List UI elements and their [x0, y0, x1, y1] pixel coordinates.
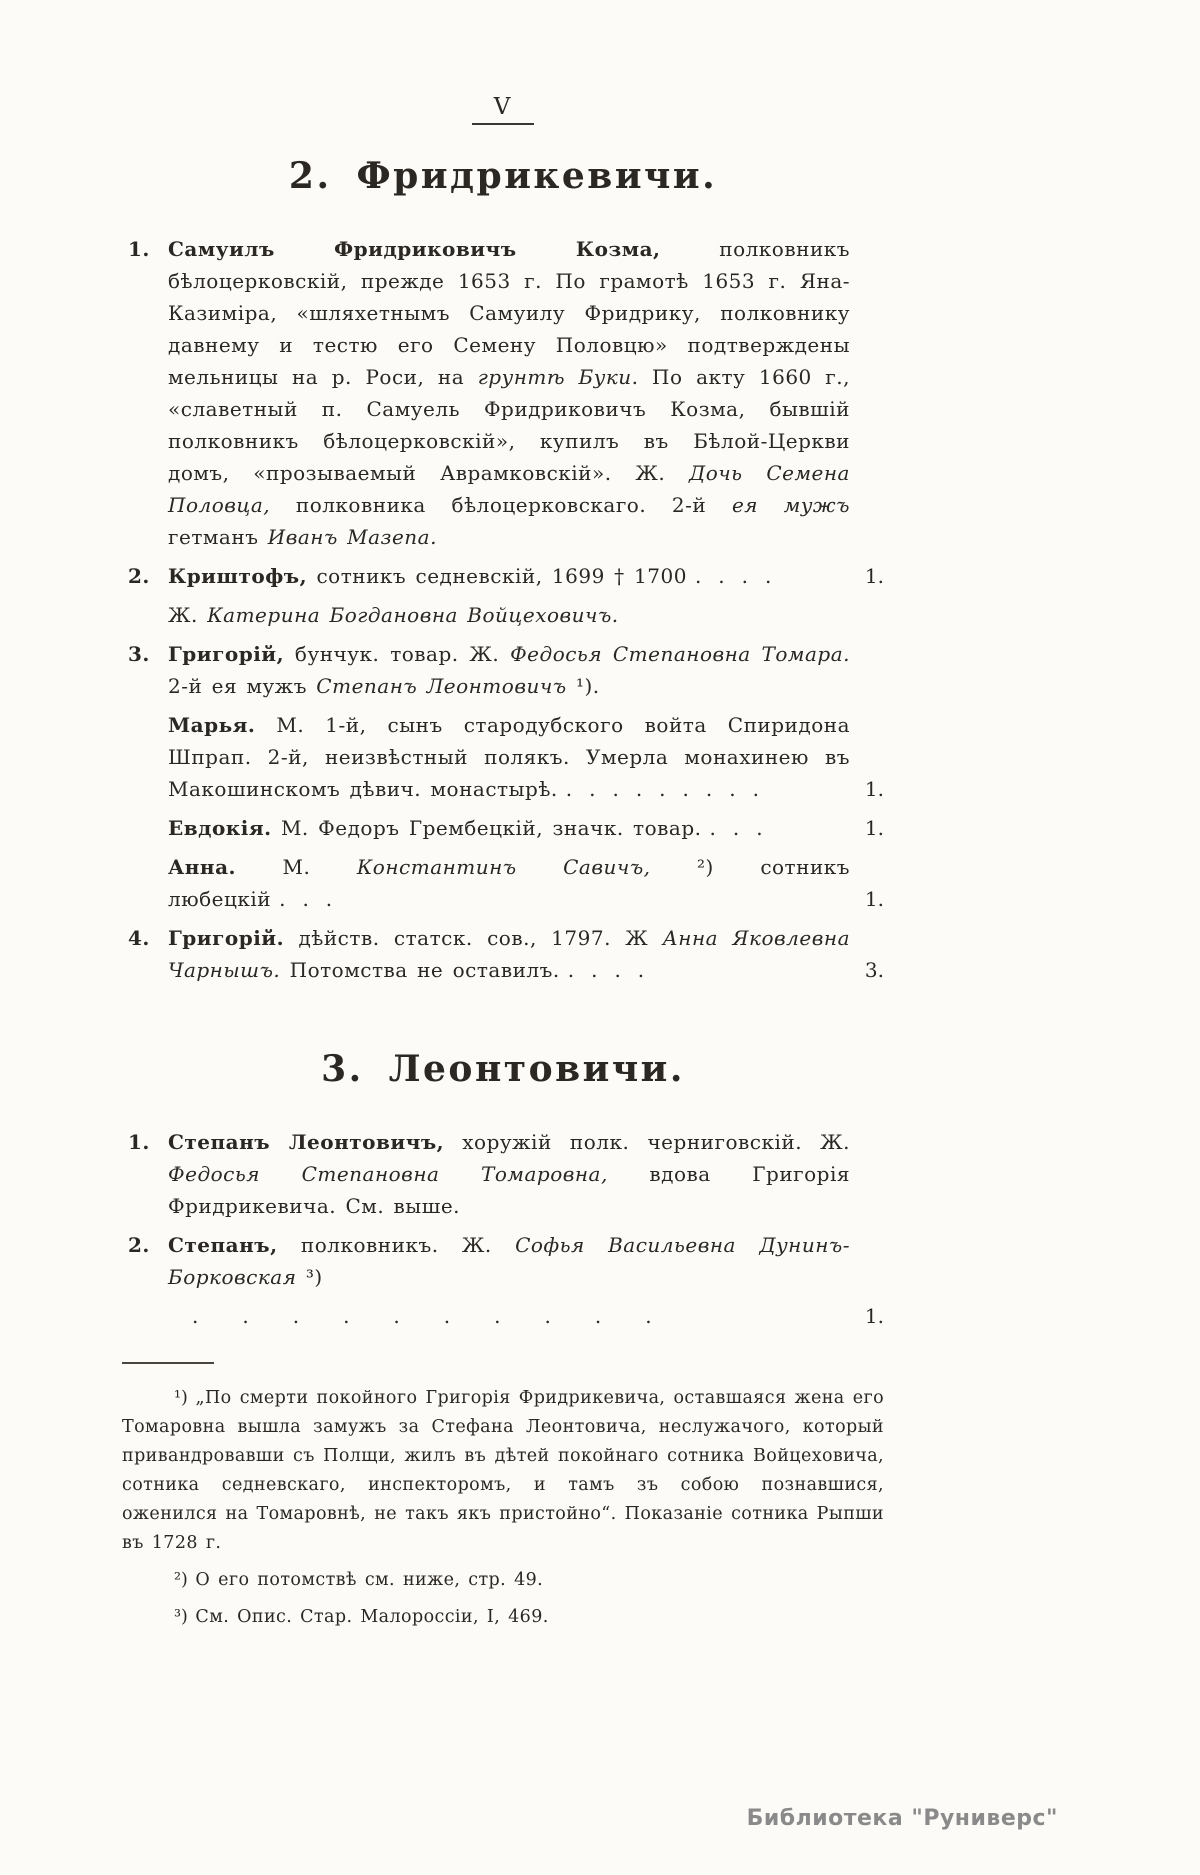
- text-run: хоружій полк. черниговскій. Ж.: [444, 1130, 850, 1154]
- text-run: 2-й ея мужъ: [168, 674, 317, 698]
- entry-number: [122, 709, 168, 805]
- entry-text: [168, 812, 884, 844]
- genealogy-section: [122, 1048, 884, 1332]
- dot-leaders: ...: [279, 887, 350, 911]
- bold-name: Самуилъ Фридриковичъ Козма,: [168, 237, 661, 261]
- page-content: [122, 94, 884, 1640]
- genealogy-section: [122, 155, 884, 986]
- page-ref: 1.: [864, 887, 884, 911]
- footnote: [122, 1384, 884, 1558]
- footnote-marker: ²): [174, 1570, 196, 1590]
- text-run: вдова Григорія Фридрикевича. См. выше.: [168, 1162, 850, 1218]
- bold-name: Марья.: [168, 713, 256, 737]
- entry-row: [122, 812, 884, 844]
- section-heading: 2. Фридрикевичи.: [288, 155, 718, 197]
- sections-container: [122, 155, 884, 1332]
- dot-leaders: ....: [567, 958, 662, 982]
- italic-name: ея мужъ: [731, 493, 850, 517]
- bold-name: Степанъ,: [168, 1233, 278, 1257]
- entry-number: 1.: [128, 1130, 150, 1154]
- page-number-rule: [472, 123, 534, 125]
- text-run: полковника бѣлоцерковскаго. 2-й: [270, 493, 732, 517]
- text-run: сотникъ седневскій, 1699 † 1700: [307, 564, 687, 588]
- entry-number: 3.: [128, 642, 150, 666]
- entry-row: [122, 560, 884, 592]
- entry-number: [122, 1300, 168, 1332]
- bold-name: Григорій,: [168, 642, 285, 666]
- entry-row: [122, 1300, 884, 1332]
- entry-row: [122, 599, 884, 631]
- entry-number: 4.: [128, 926, 150, 950]
- page-number: V: [493, 94, 513, 120]
- footnote-separator: [122, 1362, 214, 1364]
- italic-name: Федосья Степановна Томаровна,: [168, 1162, 608, 1186]
- bold-name: Григорій.: [168, 926, 285, 950]
- text-run: . По акту 1660 г., «славетный п. Самуель Фридриковичъ Козма, бывшій полковникъ бѣлоцерковскій», купилъ въ Бѣлой-Церкви домъ, «прозываемый Аврамковскій». Ж.: [168, 365, 850, 485]
- page-ref: 1.: [864, 1304, 884, 1328]
- footnote: [122, 1566, 884, 1595]
- page-ref: 1.: [864, 777, 884, 801]
- watermark: Библиотека "Руниверс": [746, 1806, 1058, 1831]
- entry-row: [122, 1126, 884, 1222]
- bold-name: Евдокія.: [168, 816, 272, 840]
- italic-name: Дочь Семена Половца,: [168, 461, 850, 517]
- text-run: Потомства не оставилъ.: [280, 958, 560, 982]
- text-run: гетманъ: [168, 525, 268, 549]
- text-run: М. 1-й, сынъ стародубского войта Спиридона Шпрап. 2-й, неизвѣстный полякъ. Умерла монахинею въ Макошинскомъ дѣвич. монастырѣ.: [168, 713, 850, 801]
- entry-text: [168, 922, 884, 986]
- footnote-text: „По смерти покойного Григорія Фридрикевича, оставшаяся жена его Томаровна вышла замужъ за Стефана Леонтовича, неслужачого, который привандровавши съ Полщи, жилъ въ дѣтей покойнаго сотника Войцеховича, сотника седневскаго, инспекторомъ, и тамъ зъ собою познавшися, оженился на Томаровнѣ, не такъ якъ пристойно“. Показаніе сотника Рыпши въ 1728 г.: [122, 1388, 884, 1553]
- text-run: Ж.: [168, 603, 208, 627]
- text-run: дѣйств. статск. сов., 1797. Ж: [284, 926, 663, 950]
- footnote-block: [122, 1362, 884, 1632]
- footnotes: [122, 1384, 884, 1632]
- bold-name: Криштофъ,: [168, 564, 308, 588]
- footnote-marker: ¹): [174, 1388, 196, 1408]
- entry-row: [122, 922, 884, 986]
- footnote-text: О его потомствѣ см. ниже, стр. 49.: [195, 1570, 544, 1590]
- entry-number: [122, 851, 168, 915]
- footnote: [122, 1603, 884, 1632]
- entry-row: [122, 709, 884, 805]
- entry-row: [122, 638, 884, 702]
- text-run: полковникъ бѣлоцерковскій, прежде 1653 г. По грамотѣ 1653 г. Яна-Казиміра, «шляхетнымъ Самуилу Фридрику, полковнику давнему и тестю его Семену Половцю» подтверждены мельницы на р. Роси, на: [168, 237, 850, 389]
- italic-name: Софья Васильевна Дунинъ-Борковская: [168, 1233, 851, 1289]
- bold-name: Анна.: [168, 855, 236, 879]
- entry-text: [168, 560, 884, 592]
- footnote-text: См. Опис. Стар. Малороссіи, I, 469.: [195, 1607, 549, 1627]
- text-run: ²) сотникъ любецкій: [168, 855, 851, 911]
- dot-leaders: ....: [694, 564, 789, 588]
- entry-number: 2.: [128, 564, 150, 588]
- entry-text: [168, 233, 884, 553]
- entry-row: [122, 233, 884, 553]
- italic-name: грунтѣ Буки: [477, 365, 632, 389]
- page-header: [122, 94, 884, 125]
- text-run: М.: [236, 855, 357, 879]
- entry-text: [168, 709, 884, 805]
- text-run: М. Федоръ Грембецкій, значк. товар.: [271, 816, 702, 840]
- dot-leaders: ..........: [192, 1304, 696, 1328]
- entry-number: [122, 599, 168, 631]
- entry-text: [168, 599, 884, 631]
- entry-row: [122, 851, 884, 915]
- entry-row: [122, 1229, 884, 1293]
- page-ref: 3.: [864, 958, 884, 982]
- text-run: бунчук. товар. Ж.: [284, 642, 511, 666]
- section-heading: 3. Леонтовичи.: [321, 1048, 685, 1090]
- italic-name: Иванъ Мазепа.: [267, 525, 437, 549]
- dot-leaders: ...: [709, 816, 780, 840]
- page-ref: 1.: [864, 564, 884, 588]
- italic-name: Катерина Богдановна Войцеховичъ.: [207, 603, 619, 627]
- entry-text: [168, 1229, 884, 1293]
- text-run: полковникъ. Ж.: [277, 1233, 516, 1257]
- entry-text: [168, 638, 884, 702]
- footnote-marker: ³): [174, 1607, 196, 1627]
- entry-number: [122, 812, 168, 844]
- dot-leaders: .........: [565, 777, 776, 801]
- entry-number: 1.: [128, 237, 150, 261]
- italic-name: Константинъ Савичъ,: [356, 855, 651, 879]
- text-run: ¹).: [566, 674, 600, 698]
- bold-name: Степанъ Леонтовичъ,: [168, 1130, 445, 1154]
- italic-name: Степанъ Леонтовичъ: [316, 674, 567, 698]
- entry-number: 2.: [128, 1233, 150, 1257]
- entry-text: [168, 851, 884, 915]
- page-ref: 1.: [864, 816, 884, 840]
- entry-text: [168, 1300, 884, 1332]
- text-run: ³): [296, 1265, 323, 1289]
- entry-text: [168, 1126, 884, 1222]
- italic-name: Федосья Степановна Томара.: [510, 642, 850, 666]
- italic-name: Анна Яковлевна Чарнышъ.: [168, 926, 850, 982]
